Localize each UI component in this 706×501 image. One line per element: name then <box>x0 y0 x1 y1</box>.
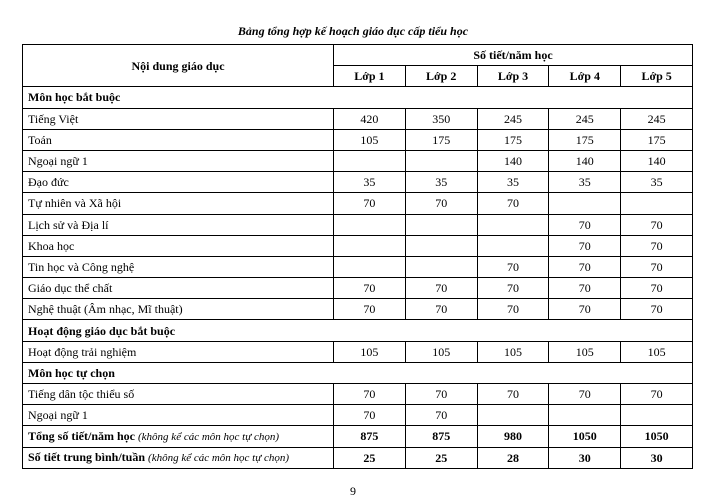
subject-name: Hoạt động trải nghiệm <box>23 341 334 362</box>
period-count: 70 <box>334 405 406 426</box>
table-row <box>23 384 693 405</box>
period-count: 70 <box>549 214 621 235</box>
total-value: 980 <box>477 426 549 447</box>
period-count: 245 <box>549 108 621 129</box>
period-count: 175 <box>549 129 621 150</box>
period-count: 35 <box>477 172 549 193</box>
period-count: 70 <box>549 384 621 405</box>
periods-group-header: Số tiết/năm học <box>334 45 693 66</box>
table-row <box>23 256 693 277</box>
period-count: 105 <box>405 341 477 362</box>
subject-name: Toán <box>23 129 334 150</box>
period-count: 245 <box>477 108 549 129</box>
table-row <box>23 193 693 214</box>
total-value: 28 <box>477 447 549 468</box>
period-count: 70 <box>621 256 693 277</box>
period-count <box>621 193 693 214</box>
period-count <box>405 256 477 277</box>
period-count: 245 <box>621 108 693 129</box>
period-count <box>549 193 621 214</box>
section-title: Hoạt động giáo dục bắt buộc <box>23 320 693 341</box>
total-label-cell <box>23 426 334 447</box>
table-row <box>23 299 693 320</box>
period-count: 70 <box>549 278 621 299</box>
period-count <box>334 256 406 277</box>
period-count: 70 <box>477 256 549 277</box>
period-count: 70 <box>549 299 621 320</box>
period-count <box>334 235 406 256</box>
period-count: 70 <box>477 384 549 405</box>
period-count: 175 <box>477 129 549 150</box>
period-count: 35 <box>405 172 477 193</box>
period-count: 35 <box>621 172 693 193</box>
period-count: 70 <box>334 299 406 320</box>
grade-header: Lớp 4 <box>549 66 621 87</box>
period-count <box>477 405 549 426</box>
period-count: 70 <box>477 278 549 299</box>
period-count: 70 <box>621 278 693 299</box>
period-count <box>477 214 549 235</box>
subject-name: Lịch sử và Địa lí <box>23 214 334 235</box>
period-count: 420 <box>334 108 406 129</box>
content-column-header: Nội dung giáo dục <box>23 45 334 87</box>
period-count: 70 <box>621 214 693 235</box>
period-count: 70 <box>621 384 693 405</box>
table-row <box>23 235 693 256</box>
total-row <box>23 426 693 447</box>
period-count: 70 <box>621 235 693 256</box>
period-count: 105 <box>477 341 549 362</box>
subject-name: Ngoại ngữ 1 <box>23 150 334 171</box>
period-count: 350 <box>405 108 477 129</box>
period-count: 105 <box>549 341 621 362</box>
page-number: 9 <box>350 484 356 498</box>
table-row <box>23 214 693 235</box>
grade-header: Lớp 5 <box>621 66 693 87</box>
education-plan-table <box>22 44 693 469</box>
total-label: Số tiết trung bình/tuần <box>28 450 146 465</box>
period-count <box>405 150 477 171</box>
period-count: 105 <box>621 341 693 362</box>
section-header-row <box>23 362 693 383</box>
subject-name: Đạo đức <box>23 172 334 193</box>
total-value: 1050 <box>621 426 693 447</box>
period-count <box>405 235 477 256</box>
table-row <box>23 278 693 299</box>
subject-name: Tiếng Việt <box>23 108 334 129</box>
subject-name: Nghệ thuật (Âm nhạc, Mĩ thuật) <box>23 299 334 320</box>
period-count <box>334 150 406 171</box>
subject-name: Tin học và Công nghệ <box>23 256 334 277</box>
table-title: Bảng tổng hợp kế hoạch giáo dục cấp tiểu học <box>237 24 469 38</box>
table-row <box>23 172 693 193</box>
total-label-cell <box>23 447 334 468</box>
period-count: 70 <box>621 299 693 320</box>
period-count: 70 <box>405 193 477 214</box>
section-header-row <box>23 320 693 341</box>
period-count: 70 <box>405 278 477 299</box>
period-count: 35 <box>549 172 621 193</box>
period-count: 140 <box>621 150 693 171</box>
section-title: Môn học bắt buộc <box>23 87 693 108</box>
total-note: (không kể các môn học tự chọn) <box>138 430 280 443</box>
table-row <box>23 405 693 426</box>
subject-name: Giáo dục thể chất <box>23 278 334 299</box>
period-count: 70 <box>549 235 621 256</box>
period-count: 105 <box>334 129 406 150</box>
period-count: 70 <box>334 278 406 299</box>
period-count <box>477 235 549 256</box>
period-count <box>405 214 477 235</box>
grade-header: Lớp 2 <box>405 66 477 87</box>
period-count <box>549 405 621 426</box>
period-count: 70 <box>334 384 406 405</box>
period-count <box>621 405 693 426</box>
grade-header: Lớp 3 <box>477 66 549 87</box>
section-header-row <box>23 87 693 108</box>
period-count: 70 <box>405 299 477 320</box>
period-count: 175 <box>405 129 477 150</box>
period-count: 140 <box>549 150 621 171</box>
period-count: 70 <box>477 299 549 320</box>
table-row <box>23 129 693 150</box>
subject-name: Khoa học <box>23 235 334 256</box>
total-value: 1050 <box>549 426 621 447</box>
period-count: 140 <box>477 150 549 171</box>
total-value: 875 <box>334 426 406 447</box>
period-count: 70 <box>405 384 477 405</box>
total-row <box>23 447 693 468</box>
period-count: 70 <box>405 405 477 426</box>
total-value: 875 <box>405 426 477 447</box>
period-count: 175 <box>621 129 693 150</box>
total-value: 30 <box>621 447 693 468</box>
table-row <box>23 150 693 171</box>
header-row-top <box>23 45 693 66</box>
grade-header: Lớp 1 <box>334 66 406 87</box>
period-count: 70 <box>334 193 406 214</box>
section-title: Môn học tự chọn <box>23 362 693 383</box>
subject-name: Ngoại ngữ 1 <box>23 405 334 426</box>
total-value: 25 <box>405 447 477 468</box>
table-body <box>23 87 693 468</box>
total-value: 30 <box>549 447 621 468</box>
total-note: (không kể các môn học tự chọn) <box>148 452 290 465</box>
period-count: 35 <box>334 172 406 193</box>
table-row <box>23 341 693 362</box>
period-count <box>334 214 406 235</box>
period-count: 105 <box>334 341 406 362</box>
table-row <box>23 108 693 129</box>
total-value: 25 <box>334 447 406 468</box>
total-label: Tổng số tiết/năm học <box>28 428 136 443</box>
period-count: 70 <box>549 256 621 277</box>
subject-name: Tiếng dân tộc thiểu số <box>23 384 334 405</box>
subject-name: Tự nhiên và Xã hội <box>23 193 334 214</box>
period-count: 70 <box>477 193 549 214</box>
